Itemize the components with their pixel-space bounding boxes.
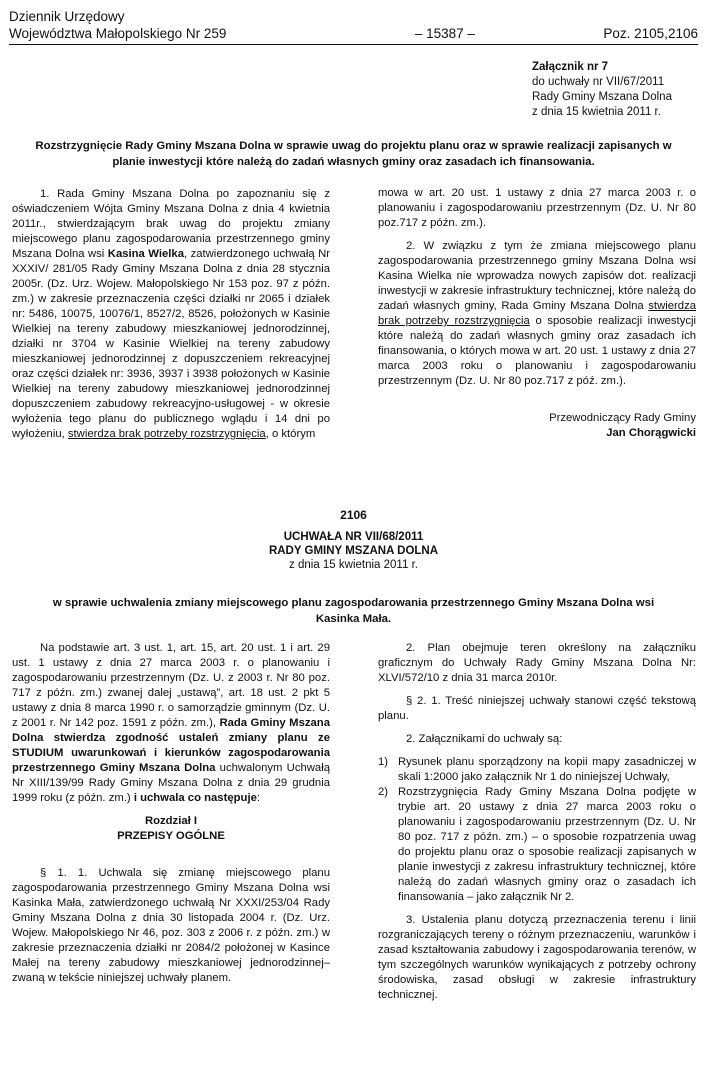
text-run: 2. W związku z tym że zmiana miejscowego planu zagospodarowania przestrzennego gminy Mszana Dolna wsi Kasina Wielka nie wprowadza nowych zapisów dot. realizacji inwestycji w zakresie infrastruktury technicznej, które należą do zadań własnych gminy, Rada Gminy Mszana Dolna	[378, 240, 696, 312]
list-text: Rysunek planu sporządzony na kopii mapy zasadniczej w skali 1:2000 jako załącznik Nr 1 do niniejszej Uchwały,	[398, 756, 696, 783]
list-item	[378, 785, 696, 905]
text-run: , o którym	[265, 428, 316, 440]
text-run: o sposobie realizacji inwestycji które należą do zadań własnych gminy oraz zasadach ich finansowania, o których mowa w art. 20 ust. 1 ustawy z dnia 27 marca 2003 roku o planowaniu i zagospodarowaniu przestrzennym (Dz. U. Nr 80 poz.717 z póź. zm.).	[378, 315, 697, 387]
section1-title: Rozstrzygnięcie Rady Gminy Mszana Dolna w sprawie uwag do projektu planu oraz w sprawie realizacji zapisanych w planie inwestycji które należą do zadań własnych gminy oraz zasadach ich finansowania.	[35, 140, 672, 168]
attachment-line: Rady Gminy Mszana Dolna	[532, 91, 672, 103]
text-run: 1. Rada Gminy Mszana Dolna po zapoznaniu się z oświadczeniem Wójta Gminy Mszana Dolna z dnia 4 kwietnia 2011r., stwierdzającym brak uwag do projektu zmiany miejscowego planu zagospodarowania przestrzennego gminy Mszana Dolna wsi	[12, 188, 330, 260]
paragraph-2-2: 2. Załącznikami do uchwały są:	[406, 733, 563, 745]
attachment-line: z dnia 15 kwietnia 2011 r.	[532, 106, 661, 118]
text-run: uchwalonym Uchwałą Nr XIII/139/99 Rady Gminy Mszana Dolna z dnia 29 grudnia 1999 roku (z późn. zm.)	[12, 762, 331, 804]
signature-name: Jan Chorągwicki	[606, 427, 696, 439]
text-run-underlined: stwierdza brak potrzeby rozstrzygnięcia	[67, 428, 266, 440]
page-number: – 15387 –	[414, 26, 475, 41]
section2-left-column	[12, 641, 330, 986]
page-header	[9, 8, 698, 42]
text-run-underlined: stwierdza brak potrzeby rozstrzygnięcia	[378, 300, 696, 327]
list-item	[378, 755, 696, 785]
header-row	[9, 25, 698, 42]
resolution-council: RADY GMINY MSZANA DOLNA	[268, 545, 439, 557]
attachment-line: do uchwały nr VII/67/2011	[532, 76, 665, 88]
list-number: 2)	[378, 786, 389, 798]
signature-role: Przewodniczący Rady Gminy	[549, 412, 696, 424]
text-run: Na podstawie art. 3 ust. 1, art. 15, art. 20 ust. 1 i art. 29 ust. 1 ustawy z dnia 27 marca 2003 r. o planowaniu i zagospodarowaniu przestrzennym (Dz. U. z 2003 r. Nr 80 poz. 717 z późn. zm.) zwanej dalej „ustawą”, art. 18 ust. 2 pkt 5 ustawy z dnia 8 marca 1990 r. o samorządzie gminnym (Dz. U. z 2001 r. Nr 142 poz. 1591 z późn. zm.),	[12, 642, 330, 729]
resolution-title: UCHWAŁA NR VII/68/2011	[283, 531, 424, 543]
text-run-bold: Rada Gminy Mszana Dolna stwierdza zgodność ustaleń zmiany planu ze STUDIUM uwarunkowań i kierunków zagospodarowania przestrzennego Gminy Mszana Dolna	[12, 717, 330, 774]
text-run-bold: i uchwala co następuje	[133, 792, 257, 804]
journal-name: Dziennik Urzędowy	[9, 9, 125, 24]
attachment-title: Załącznik nr 7	[532, 61, 609, 73]
text-run-bold: Kasina Wielka	[107, 248, 184, 260]
resolution-date: z dnia 15 kwietnia 2011 r.	[289, 559, 418, 571]
chapter-number: Rozdział I	[144, 815, 198, 827]
header-divider	[9, 44, 698, 45]
position-number: Poz. 2105,2106	[603, 26, 698, 41]
paragraph-2-3: 3. Ustalenia planu dotyczą przeznaczenia terenu i linii rozgraniczających tereny o różnym przeznaczeniu, warunków i zasad kształtowania zabudowy i zagospodarowania terenów, w tym szczególnych warunków wynikających z potrzeby ochrony środowiska, zasad obsługi w zakresie infrastruktury technicznej.	[378, 914, 696, 1001]
section2-right-column	[378, 641, 696, 1003]
paragraph-1: § 1. 1. Uchwala się zmianę miejscowego planu zagospodarowania przestrzennego Gminy Mszana Dolna wsi Kasinka Mała, zatwierdzonego uchwałą Nr XXXI/253/04 Rady Gminy Mszana Dolna z dnia 30 listopada 2004 r. (Dz. Urz. Wojew. Małopolskiego Nr 46, poz. 303 z 2006 r. z późn. zm.) w zakresie przeznaczenia działki nr 2084/2 położonej w Kasince Małej na tereny zabudowy mieszkaniowej jednorodzinnej–zwaną w tekście niniejszej uchwały planem.	[12, 867, 330, 984]
resolution-header	[0, 530, 707, 572]
resolution-preamble	[12, 641, 330, 806]
section1-left-column	[12, 187, 330, 442]
journal-region: Województwa Małopolskiego Nr 259	[9, 26, 227, 41]
text-run: , zatwierdzonego uchwałą Nr XXXIV/ 281/05 Rady Gminy Mszana Dolna z dnia 28 stycznia 2005r. (Dz. Urz. Wojew. Małopolskiego Nr 153 poz. 97 z późn. zm.) w zakresie przeznaczenia części działki nr 2065 i działek nr: 5486, 10075, 10076/1, 8527/2, 8526, położonych w Kasinie Wielkiej na tereny zabudowy mieszkaniowej jednorodzinnej, działki nr 3704 w Kasinie Wielkiej na tereny zabudowy mieszkaniowej jednorodzinnej z dopuszczeniem rekreacyjnej oraz części działek nr: 3936, 3937 i 3938 położonych w Kasinie Wielkiej na tereny zabudowy mieszkaniowej jednorodzinnej dopuszczeniem zabudowy rekreacyjno-usługowej - w okresie wyłożenia tego planu do publicznego wglądu i 14 dni po wyłożeniu,	[12, 248, 330, 440]
list-number: 1)	[378, 756, 389, 768]
paragraph-1-2: 2. Plan obejmuje teren określony na załączniku graficznym do Uchwały Rady Gminy Mszana Dolna Nr: XLVI/572/10 z dnia 31 marca 2010r.	[378, 642, 696, 684]
chapter-title: PRZEPISY OGÓLNE	[117, 830, 225, 842]
list-text: Rozstrzygnięcia Rady Gminy Mszana Dolna podjęte w trybie art. 20 ustawy z dnia 27 marca 2003 roku o planowaniu i zagospodarowaniu przestrzennym (Dz. U. Nr 80 poz. 717 z późn. zm.) – o sposobie rozpatrzenia uwag do projektu planu oraz o sposobie realizacji zapisanych w planie inwestycji z zakresu infrastruktury technicznej, które należą do zadań własnych gminy oraz o zasadach ich finansowania – jako załącznik Nr 2.	[398, 786, 696, 903]
section1-paragraph-2	[378, 239, 696, 389]
section1-paragraph-1-cont: mowa w art. 20 ust. 1 ustawy z dnia 27 marca 2003 r. o planowaniu i zagospodarowaniu przestrzennym (Dz. U. Nr 80 poz.717 z późn. zm.).	[378, 187, 696, 229]
text-run: :	[256, 792, 260, 804]
document-number: 2106	[340, 508, 367, 522]
attachment-note	[532, 60, 672, 120]
resolution-subject: w sprawie uchwalenia zmiany miejscowego planu zagospodarowania przestrzennego Gminy Mszana Dolna wsi Kasinka Mała.	[52, 597, 655, 625]
paragraph-2-1: § 2. 1. Treść niniejszej uchwały stanowi część tekstową planu.	[378, 695, 696, 722]
section1-paragraph-1	[12, 187, 330, 442]
section1-right-column	[378, 186, 696, 441]
